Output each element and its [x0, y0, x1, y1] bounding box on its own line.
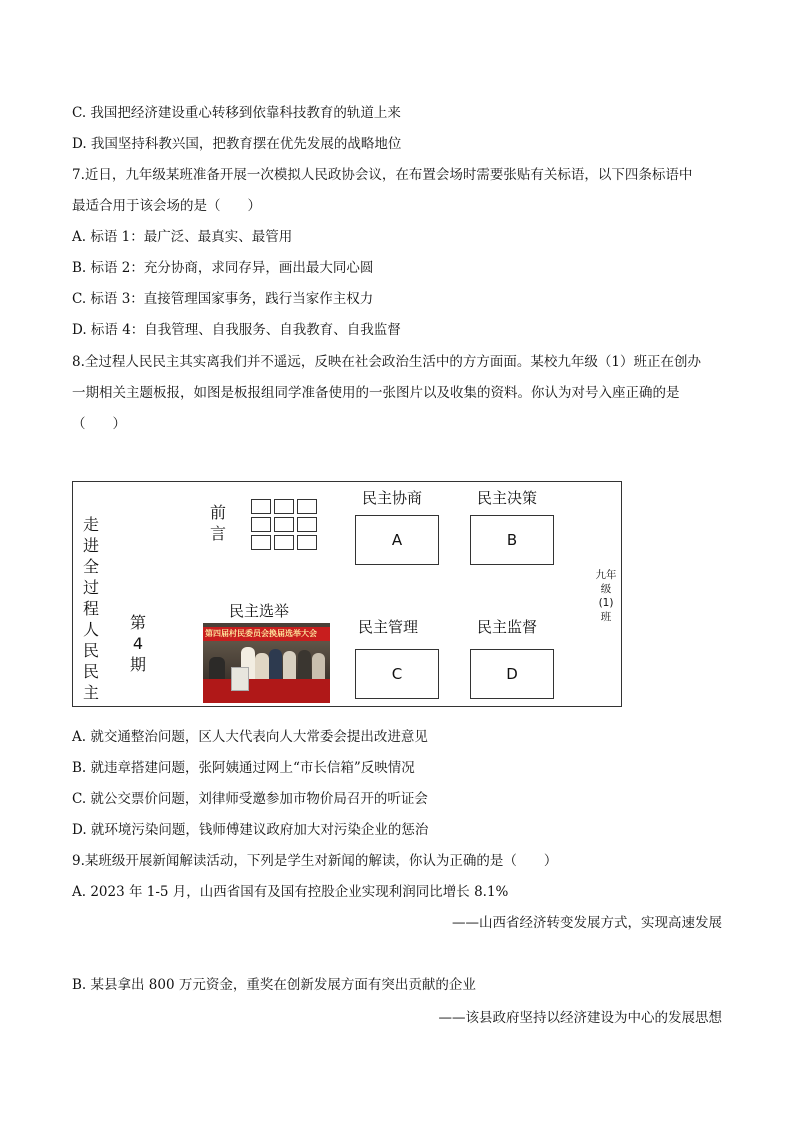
slot-a: A [355, 515, 439, 565]
q9-stem: 9.某班级开展新闻解读活动，下列是学生对新闻的解读，你认为正确的是（ ） [72, 853, 558, 869]
q9-option-b-note: ——该县政府坚持以经济建设为中心的发展思想 [438, 1010, 722, 1026]
q8-stem-line-3: （ ） [72, 416, 126, 432]
q7-stem-line-1: 7.近日，九年级某班准备开展一次模拟人民政协会议，在布置会场时需要张贴有关标语，以下四条标语中 [72, 167, 693, 183]
q9-option-a: A. 2023 年 1-5 月，山西省国有及国有控股企业实现利润同比增长 8.1% [72, 884, 509, 900]
q8-stem-line-1: 8.全过程人民民主其实离我们并不遥远，反映在社会政治生活中的方方面面。某校九年级（1）班正在创办 [72, 354, 701, 370]
q7-option-b: B. 标语 2：充分协商，求同存异，画出最大同心圆 [72, 260, 374, 276]
q8-option-d: D. 就环境污染问题，钱师傅建议政府加大对污染企业的惩治 [72, 822, 429, 838]
slot-b: B [470, 515, 554, 565]
photo-banner: 第四届村民委员会换届选举大会 [203, 627, 330, 641]
q6-option-c: C. 我国把经济建设重心转移到依靠科技教育的轨道上来 [72, 105, 401, 121]
slot-d: D [470, 649, 554, 699]
q7-option-d: D. 标语 4：自我管理、自我服务、自我教育、自我监督 [72, 322, 401, 338]
q8-option-c: C. 就公交票价问题，刘律师受邀参加市物价局召开的听证会 [72, 791, 428, 807]
q8-option-b: B. 就违章搭建问题，张阿姨通过网上“市长信箱”反映情况 [72, 760, 415, 776]
ballot-box [231, 667, 249, 691]
slot-c: C [355, 649, 439, 699]
decide-title: 民主决策 [477, 489, 538, 507]
q8-option-a: A. 就交通整治问题，区人大代表向人大常委会提出改进意见 [72, 729, 428, 745]
q7-option-a: A. 标语 1：最广泛、最真实、最管用 [72, 229, 293, 245]
q8-stem-line-2: 一期相关主题板报，如图是板报组同学准备使用的一张图片以及收集的资料。你认为对号入座正确的是 [72, 385, 680, 401]
q7-stem-line-2: 最适合用于该会场的是（ ） [72, 198, 261, 214]
election-photo [203, 623, 330, 703]
manage-title: 民主管理 [358, 618, 419, 636]
election-title: 民主选举 [229, 602, 290, 620]
consult-title: 民主协商 [362, 489, 423, 507]
blackboard-figure [72, 481, 622, 707]
q9-option-a-note: ——山西省经济转变发展方式，实现高速发展 [452, 915, 722, 931]
board-issue: 第4期 [129, 613, 146, 674]
board-theme: 走进全过程人民民主 [82, 515, 99, 702]
q6-option-d: D. 我国坚持科教兴国，把教育摆在优先发展的战略地位 [72, 136, 402, 152]
foreword-grid [251, 499, 317, 550]
class-label: 九年级(1)班 [595, 569, 617, 623]
q9-option-b: B. 某县拿出 800 万元资金，重奖在创新发展方面有突出贡献的企业 [72, 977, 476, 993]
q7-option-c: C. 标语 3：直接管理国家事务，践行当家作主权力 [72, 291, 374, 307]
supervise-title: 民主监督 [477, 618, 538, 636]
board-foreword: 前言 [209, 503, 226, 543]
